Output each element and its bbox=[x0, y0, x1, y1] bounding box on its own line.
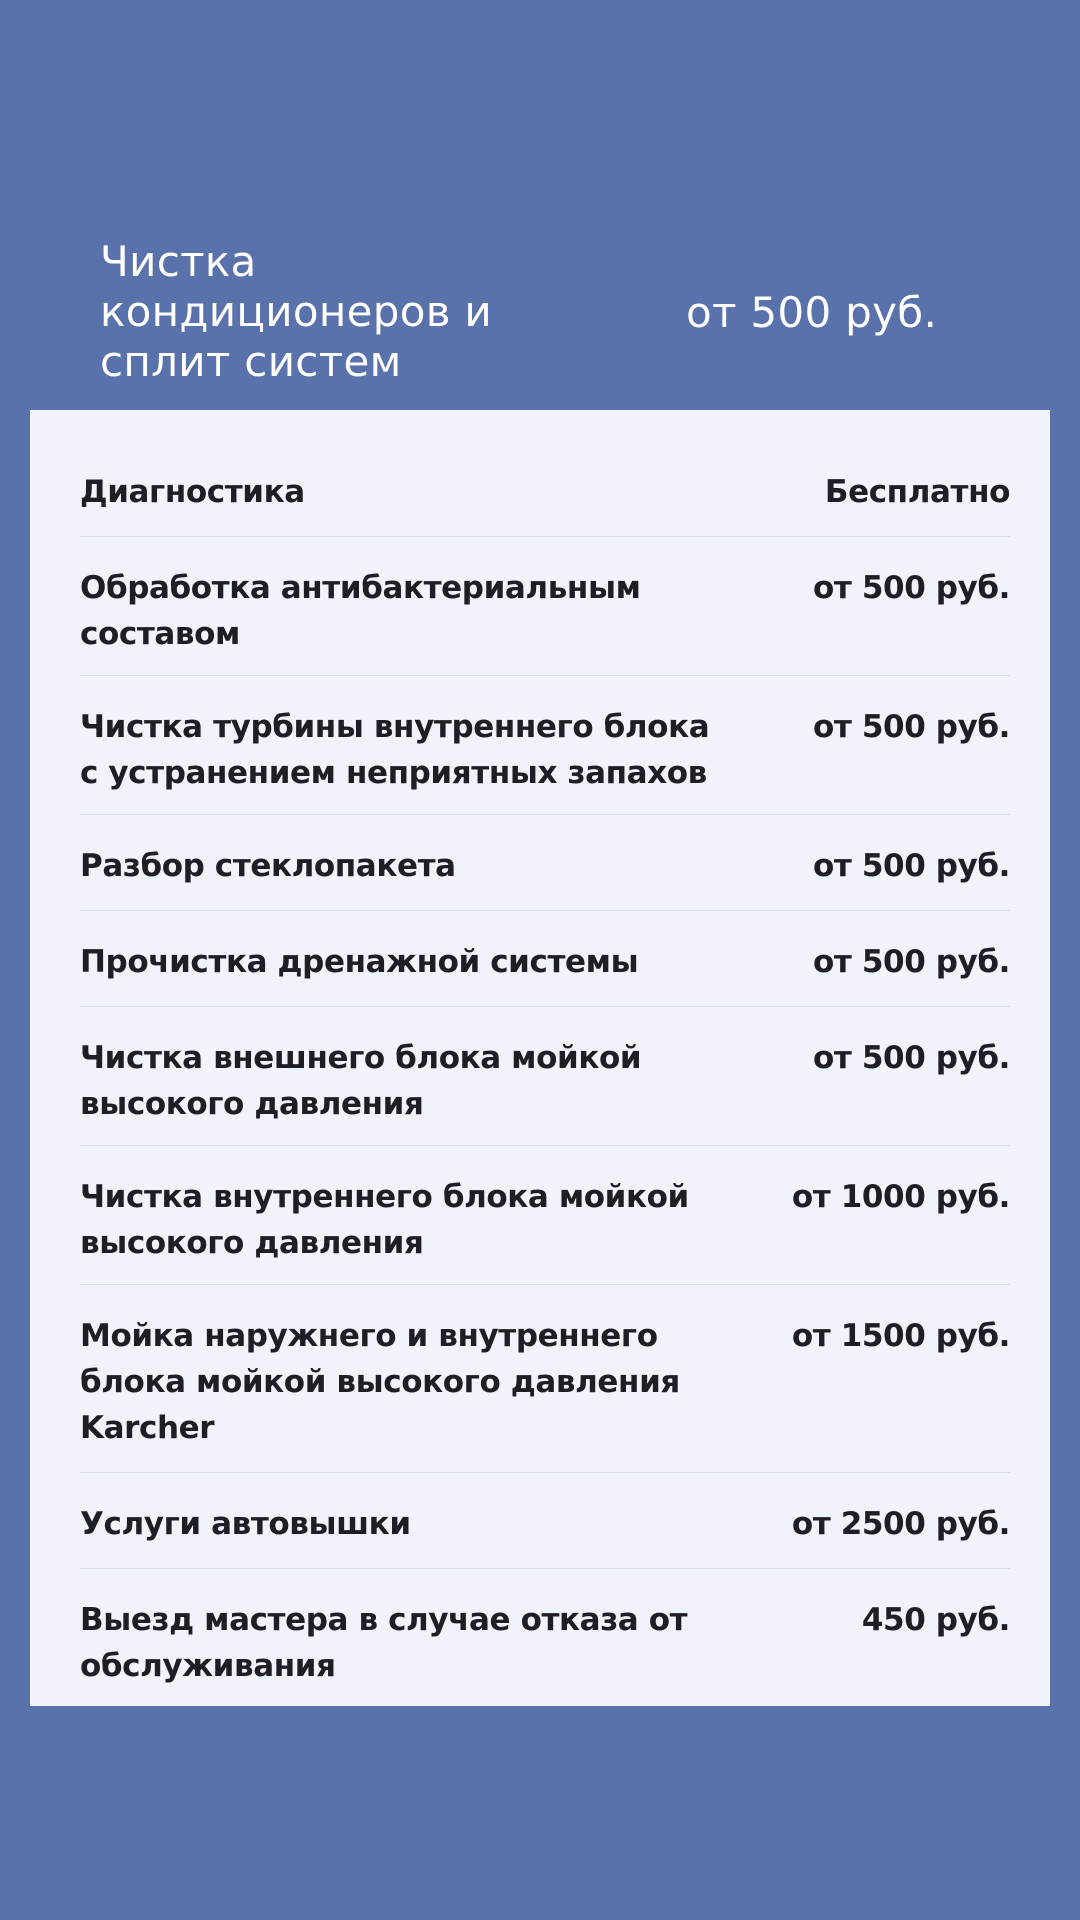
price-list bbox=[80, 455, 1010, 1708]
service-price: от 1500 руб. bbox=[791, 1318, 1010, 1354]
service-name-line: высокого давления bbox=[80, 1086, 424, 1122]
page-title-line: сплит систем bbox=[100, 337, 402, 386]
price-row bbox=[80, 1146, 1010, 1285]
header-price: от 500 руб. bbox=[686, 288, 938, 337]
service-name bbox=[80, 1313, 780, 1451]
header bbox=[0, 0, 1080, 408]
service-name-line: Разбор стеклопакета bbox=[80, 848, 456, 884]
service-name-line: Чистка внешнего блока мойкой bbox=[80, 1040, 642, 1076]
service-name-line: Karcher bbox=[80, 1410, 215, 1446]
service-name-line: с устранением неприятных запахов bbox=[80, 755, 707, 791]
price-row bbox=[80, 1569, 1010, 1708]
service-name bbox=[80, 1597, 780, 1689]
service-name bbox=[80, 704, 780, 796]
service-name bbox=[80, 1035, 780, 1127]
page-title bbox=[100, 237, 620, 387]
price-row bbox=[80, 455, 1010, 537]
service-name-line: обслуживания bbox=[80, 1648, 336, 1684]
service-name-line: высокого давления bbox=[80, 1225, 424, 1261]
service-name-line: Чистка внутреннего блока мойкой bbox=[80, 1179, 689, 1215]
service-name-line: блока мойкой высокого давления bbox=[80, 1364, 680, 1400]
service-name-line: Мойка наружнего и внутреннего bbox=[80, 1318, 658, 1354]
service-price: от 1000 руб. bbox=[791, 1179, 1010, 1215]
service-price: 450 руб. bbox=[861, 1602, 1010, 1638]
service-name-line: составом bbox=[80, 616, 240, 652]
page-title-line: кондиционеров и bbox=[100, 287, 492, 336]
price-row bbox=[80, 537, 1010, 676]
price-row bbox=[80, 1473, 1010, 1569]
service-price: от 500 руб. bbox=[813, 944, 1010, 980]
service-price: от 500 руб. bbox=[813, 848, 1010, 884]
service-price: Бесплатно bbox=[824, 474, 1010, 510]
service-name-line: Диагностика bbox=[80, 474, 305, 510]
price-row bbox=[80, 1285, 1010, 1473]
service-name bbox=[80, 469, 780, 515]
service-name-line: Выезд мастера в случае отказа от bbox=[80, 1602, 688, 1638]
price-row bbox=[80, 1007, 1010, 1146]
service-name bbox=[80, 939, 780, 985]
price-row bbox=[80, 676, 1010, 815]
service-name-line: Чистка турбины внутреннего блока bbox=[80, 709, 710, 745]
page-title-line: Чистка bbox=[100, 237, 257, 286]
service-name-line: Услуги автовышки bbox=[80, 1506, 411, 1542]
service-name bbox=[80, 843, 780, 889]
price-row bbox=[80, 815, 1010, 911]
price-list-card bbox=[30, 410, 1050, 1706]
price-row bbox=[80, 911, 1010, 1007]
service-name bbox=[80, 1174, 780, 1266]
service-price: от 500 руб. bbox=[813, 1040, 1010, 1076]
service-price: от 2500 руб. bbox=[791, 1506, 1010, 1542]
service-name-line: Прочистка дренажной системы bbox=[80, 944, 639, 980]
service-price: от 500 руб. bbox=[813, 709, 1010, 745]
service-name bbox=[80, 1501, 780, 1547]
service-name bbox=[80, 565, 780, 657]
service-price: от 500 руб. bbox=[813, 570, 1010, 606]
service-name-line: Обработка антибактериальным bbox=[80, 570, 641, 606]
